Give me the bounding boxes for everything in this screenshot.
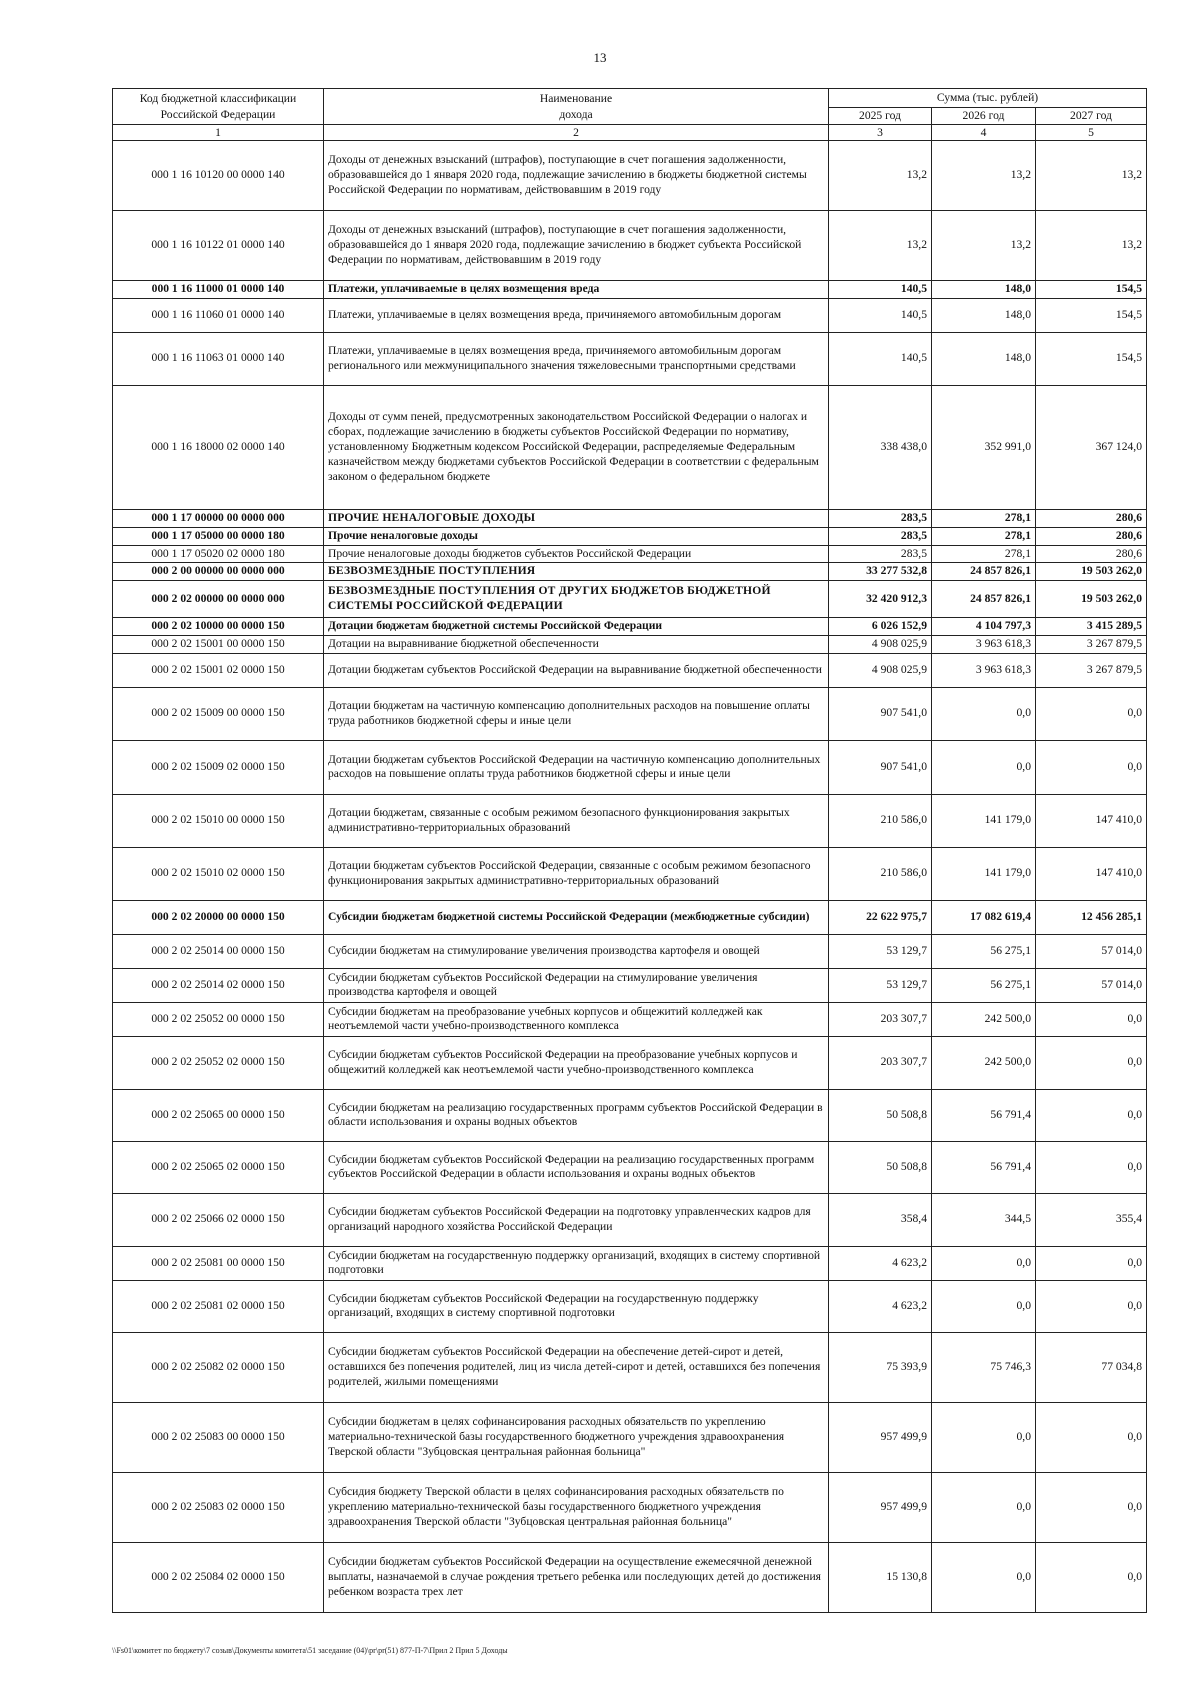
row-value-2027: 0,0 bbox=[1036, 1542, 1147, 1612]
table-row bbox=[113, 653, 1147, 687]
row-value-2027: 19 503 262,0 bbox=[1036, 581, 1147, 618]
row-code: 000 2 02 25065 02 0000 150 bbox=[113, 1141, 324, 1193]
header-name-line2: дохода bbox=[559, 107, 593, 121]
row-code: 000 2 02 25082 02 0000 150 bbox=[113, 1332, 324, 1402]
file-path-footer: \\Fs01\комитет по бюджету\7 созыв\Документы комитета\51 заседание (04)\pr\pr(51) 877-П-7\Прил 2 Прил 5 Доходы bbox=[112, 1646, 508, 1655]
row-code: 000 2 02 15010 02 0000 150 bbox=[113, 847, 324, 900]
row-value-2027: 280,6 bbox=[1036, 509, 1147, 527]
row-value-2026: 0,0 bbox=[932, 687, 1036, 740]
row-value-2026: 56 791,4 bbox=[932, 1141, 1036, 1193]
row-name: БЕЗВОЗМЕЗДНЫЕ ПОСТУПЛЕНИЯ bbox=[324, 563, 829, 581]
row-value-2027: 12 456 285,1 bbox=[1036, 900, 1147, 934]
budget-revenue-table bbox=[112, 88, 1147, 1613]
table-row bbox=[113, 298, 1147, 332]
row-name: Субсидии бюджетам бюджетной системы Российской Федерации (межбюджетные субсидии) bbox=[324, 900, 829, 934]
table-row bbox=[113, 1246, 1147, 1280]
table-row bbox=[113, 509, 1147, 527]
table-row bbox=[113, 281, 1147, 299]
row-name: Субсидии бюджетам субъектов Российской Федерации на государственную поддержку организаций, входящих в систему спортивной подготовки bbox=[324, 1280, 829, 1332]
row-value-2025: 15 130,8 bbox=[829, 1542, 932, 1612]
row-name: Платежи, уплачиваемые в целях возмещения вреда bbox=[324, 281, 829, 299]
table-row bbox=[113, 900, 1147, 934]
row-value-2026: 56 791,4 bbox=[932, 1089, 1036, 1141]
row-value-2025: 75 393,9 bbox=[829, 1332, 932, 1402]
row-value-2026: 0,0 bbox=[932, 1542, 1036, 1612]
row-value-2025: 53 129,7 bbox=[829, 934, 932, 968]
row-name: Доходы от денежных взысканий (штрафов), поступающие в счет погашения задолженности, образовавшейся до 1 января 2020 года, подлежащие зачислению в бюджеты бюджетной системы Российской Федерации по нормативам, действовавшим в 2019 году bbox=[324, 141, 829, 211]
header-name-line1: Наименование bbox=[539, 92, 613, 106]
row-value-2025: 4 623,2 bbox=[829, 1246, 932, 1280]
row-value-2025: 957 499,9 bbox=[829, 1402, 932, 1472]
row-value-2027: 57 014,0 bbox=[1036, 934, 1147, 968]
row-value-2026: 278,1 bbox=[932, 509, 1036, 527]
row-name: Прочие неналоговые доходы бюджетов субъектов Российской Федерации bbox=[324, 545, 829, 563]
row-value-2026: 4 104 797,3 bbox=[932, 618, 1036, 636]
table-row bbox=[113, 1332, 1147, 1402]
row-code: 000 2 02 15009 00 0000 150 bbox=[113, 687, 324, 740]
row-code: 000 2 02 25052 00 0000 150 bbox=[113, 1002, 324, 1036]
row-value-2026: 24 857 826,1 bbox=[932, 581, 1036, 618]
row-name: ПРОЧИЕ НЕНАЛОГОВЫЕ ДОХОДЫ bbox=[324, 509, 829, 527]
row-value-2025: 283,5 bbox=[829, 527, 932, 545]
row-code: 000 2 02 25084 02 0000 150 bbox=[113, 1542, 324, 1612]
row-code: 000 2 02 25081 02 0000 150 bbox=[113, 1280, 324, 1332]
row-value-2027: 154,5 bbox=[1036, 281, 1147, 299]
table-header bbox=[113, 89, 1147, 141]
row-value-2027: 0,0 bbox=[1036, 740, 1147, 794]
row-value-2025: 50 508,8 bbox=[829, 1141, 932, 1193]
row-value-2026: 0,0 bbox=[932, 1402, 1036, 1472]
table-row bbox=[113, 1141, 1147, 1193]
row-code: 000 2 02 10000 00 0000 150 bbox=[113, 618, 324, 636]
row-value-2027: 147 410,0 bbox=[1036, 847, 1147, 900]
table-body bbox=[113, 141, 1147, 1613]
row-value-2026: 75 746,3 bbox=[932, 1332, 1036, 1402]
row-value-2027: 13,2 bbox=[1036, 211, 1147, 281]
row-code: 000 1 17 05000 00 0000 180 bbox=[113, 527, 324, 545]
row-name: Дотации на выравнивание бюджетной обеспеченности bbox=[324, 636, 829, 654]
row-name: Субсидия бюджету Тверской области в целях софинансирования расходных обязательств по укреплению материально-технической базы государственного бюджетного учреждения здравоохранения Тверской области "Зубцовская центральная районная больница" bbox=[324, 1472, 829, 1542]
row-code: 000 2 02 15001 02 0000 150 bbox=[113, 653, 324, 687]
row-name: Субсидии бюджетам субъектов Российской Федерации на реализацию государственных программ субъектов Российской Федерации в области использования и охраны водных объектов bbox=[324, 1141, 829, 1193]
table-row bbox=[113, 618, 1147, 636]
row-value-2027: 0,0 bbox=[1036, 1036, 1147, 1089]
row-name: Доходы от денежных взысканий (штрафов), поступающие в счет погашения задолженности, образовавшейся до 1 января 2020 года, подлежащие зачислению в бюджет субъекта Российской Федерации по нормативам, действовавшим в 2019 году bbox=[324, 211, 829, 281]
table-row bbox=[113, 636, 1147, 654]
table-row bbox=[113, 563, 1147, 581]
row-code: 000 2 00 00000 00 0000 000 bbox=[113, 563, 324, 581]
row-value-2025: 22 622 975,7 bbox=[829, 900, 932, 934]
row-value-2027: 13,2 bbox=[1036, 141, 1147, 211]
row-name: Доходы от сумм пеней, предусмотренных законодательством Российской Федерации о налогах и сборах, подлежащие зачислению в бюджеты субъектов Российской Федерации по нормативу, установленному Бюджетным кодексом Российской Федерации, распределяемые Федеральным казначейством между бюджетами субъектов Российской Федерации в соответствии с федеральным законом о федеральном бюджете bbox=[324, 385, 829, 509]
row-name: Субсидии бюджетам в целях софинансирования расходных обязательств по укреплению материально-технической базы государственного бюджетного учреждения здравоохранения Тверской области "Зубцовская центральная районная больница" bbox=[324, 1402, 829, 1472]
header-code: Код бюджетной классификации Российской Федерации bbox=[113, 89, 324, 125]
row-value-2026: 56 275,1 bbox=[932, 934, 1036, 968]
row-name: Дотации бюджетам, связанные с особым режимом безопасного функционирования закрытых административно-территориальных образований bbox=[324, 794, 829, 847]
row-value-2026: 13,2 bbox=[932, 211, 1036, 281]
table-row bbox=[113, 1002, 1147, 1036]
header-index-4: 4 bbox=[932, 125, 1036, 141]
table-row bbox=[113, 1193, 1147, 1246]
row-name: Субсидии бюджетам субъектов Российской Федерации на подготовку управленческих кадров для организаций народного хозяйства Российской Федерации bbox=[324, 1193, 829, 1246]
header-name bbox=[324, 89, 829, 125]
table-row bbox=[113, 211, 1147, 281]
row-code: 000 2 02 25081 00 0000 150 bbox=[113, 1246, 324, 1280]
row-value-2025: 140,5 bbox=[829, 281, 932, 299]
header-year-2027: 2027 год bbox=[1036, 108, 1147, 125]
row-value-2026: 141 179,0 bbox=[932, 847, 1036, 900]
row-value-2027: 0,0 bbox=[1036, 1280, 1147, 1332]
table-row bbox=[113, 794, 1147, 847]
table-row bbox=[113, 847, 1147, 900]
row-value-2025: 358,4 bbox=[829, 1193, 932, 1246]
row-code: 000 2 02 25083 00 0000 150 bbox=[113, 1402, 324, 1472]
row-value-2026: 56 275,1 bbox=[932, 968, 1036, 1002]
row-name: Платежи, уплачиваемые в целях возмещения вреда, причиняемого автомобильным дорогам bbox=[324, 298, 829, 332]
row-value-2025: 907 541,0 bbox=[829, 687, 932, 740]
row-value-2026: 278,1 bbox=[932, 545, 1036, 563]
row-value-2026: 148,0 bbox=[932, 332, 1036, 385]
row-value-2027: 280,6 bbox=[1036, 545, 1147, 563]
row-code: 000 1 17 00000 00 0000 000 bbox=[113, 509, 324, 527]
row-value-2027: 3 267 879,5 bbox=[1036, 653, 1147, 687]
row-value-2026: 0,0 bbox=[932, 1280, 1036, 1332]
row-name: Дотации бюджетам субъектов Российской Федерации, связанные с особым режимом безопасного функционирования закрытых административно-территориальных образований bbox=[324, 847, 829, 900]
row-value-2027: 3 267 879,5 bbox=[1036, 636, 1147, 654]
header-index-5: 5 bbox=[1036, 125, 1147, 141]
row-code: 000 1 16 18000 02 0000 140 bbox=[113, 385, 324, 509]
row-name: Субсидии бюджетам субъектов Российской Федерации на осуществление ежемесячной денежной выплаты, назначаемой в случае рождения третьего ребенка или последующих детей до достижения ребенком возраста трех лет bbox=[324, 1542, 829, 1612]
row-value-2026: 0,0 bbox=[932, 740, 1036, 794]
table-row bbox=[113, 1542, 1147, 1612]
row-name: Субсидии бюджетам субъектов Российской Федерации на стимулирование увеличения производства картофеля и овощей bbox=[324, 968, 829, 1002]
row-value-2025: 33 277 532,8 bbox=[829, 563, 932, 581]
table-row bbox=[113, 581, 1147, 618]
row-code: 000 1 16 11000 01 0000 140 bbox=[113, 281, 324, 299]
row-value-2026: 3 963 618,3 bbox=[932, 636, 1036, 654]
table-row bbox=[113, 141, 1147, 211]
row-value-2027: 367 124,0 bbox=[1036, 385, 1147, 509]
row-value-2027: 147 410,0 bbox=[1036, 794, 1147, 847]
row-code: 000 1 17 05020 02 0000 180 bbox=[113, 545, 324, 563]
row-value-2025: 210 586,0 bbox=[829, 847, 932, 900]
row-value-2026: 344,5 bbox=[932, 1193, 1036, 1246]
table-row bbox=[113, 332, 1147, 385]
row-value-2026: 148,0 bbox=[932, 281, 1036, 299]
table-row bbox=[113, 740, 1147, 794]
row-value-2027: 3 415 289,5 bbox=[1036, 618, 1147, 636]
row-value-2025: 4 908 025,9 bbox=[829, 636, 932, 654]
row-value-2027: 0,0 bbox=[1036, 1246, 1147, 1280]
row-value-2026: 148,0 bbox=[932, 298, 1036, 332]
table-row bbox=[113, 1280, 1147, 1332]
row-code: 000 2 02 00000 00 0000 000 bbox=[113, 581, 324, 618]
row-value-2025: 210 586,0 bbox=[829, 794, 932, 847]
row-value-2026: 24 857 826,1 bbox=[932, 563, 1036, 581]
table-row bbox=[113, 545, 1147, 563]
row-value-2026: 242 500,0 bbox=[932, 1036, 1036, 1089]
row-value-2027: 154,5 bbox=[1036, 298, 1147, 332]
row-value-2025: 203 307,7 bbox=[829, 1002, 932, 1036]
row-code: 000 2 02 25014 02 0000 150 bbox=[113, 968, 324, 1002]
row-name: Субсидии бюджетам на стимулирование увеличения производства картофеля и овощей bbox=[324, 934, 829, 968]
header-index-3: 3 bbox=[829, 125, 932, 141]
row-name: Прочие неналоговые доходы bbox=[324, 527, 829, 545]
row-code: 000 1 16 11063 01 0000 140 bbox=[113, 332, 324, 385]
row-value-2027: 0,0 bbox=[1036, 1402, 1147, 1472]
row-value-2027: 154,5 bbox=[1036, 332, 1147, 385]
row-code: 000 2 02 25083 02 0000 150 bbox=[113, 1472, 324, 1542]
row-value-2025: 907 541,0 bbox=[829, 740, 932, 794]
row-value-2026: 13,2 bbox=[932, 141, 1036, 211]
table-row bbox=[113, 687, 1147, 740]
row-name: Субсидии бюджетам субъектов Российской Федерации на обеспечение детей-сирот и детей, оставшихся без попечения родителей, лиц из числа детей-сирот и детей, оставшихся без попечения родителей, жилыми помещениями bbox=[324, 1332, 829, 1402]
row-value-2027: 0,0 bbox=[1036, 687, 1147, 740]
row-value-2027: 77 034,8 bbox=[1036, 1332, 1147, 1402]
row-value-2025: 13,2 bbox=[829, 141, 932, 211]
row-code: 000 1 16 11060 01 0000 140 bbox=[113, 298, 324, 332]
row-value-2025: 283,5 bbox=[829, 509, 932, 527]
row-value-2026: 352 991,0 bbox=[932, 385, 1036, 509]
table-row bbox=[113, 1472, 1147, 1542]
header-year-2025: 2025 год bbox=[829, 108, 932, 125]
row-value-2025: 6 026 152,9 bbox=[829, 618, 932, 636]
table-row bbox=[113, 934, 1147, 968]
row-name: Субсидии бюджетам на реализацию государственных программ субъектов Российской Федерации в области использования и охраны водных объектов bbox=[324, 1089, 829, 1141]
row-value-2025: 203 307,7 bbox=[829, 1036, 932, 1089]
table-row bbox=[113, 968, 1147, 1002]
row-value-2025: 957 499,9 bbox=[829, 1472, 932, 1542]
row-code: 000 1 16 10120 00 0000 140 bbox=[113, 141, 324, 211]
row-name: Дотации бюджетам на частичную компенсацию дополнительных расходов на повышение оплаты труда работников бюджетной сферы и иные цели bbox=[324, 687, 829, 740]
row-code: 000 1 16 10122 01 0000 140 bbox=[113, 211, 324, 281]
row-value-2025: 13,2 bbox=[829, 211, 932, 281]
table-row bbox=[113, 1036, 1147, 1089]
row-value-2027: 19 503 262,0 bbox=[1036, 563, 1147, 581]
row-value-2025: 140,5 bbox=[829, 298, 932, 332]
row-code: 000 2 02 25066 02 0000 150 bbox=[113, 1193, 324, 1246]
row-name: Дотации бюджетам субъектов Российской Федерации на частичную компенсацию дополнительных расходов на повышение оплаты труда работников бюджетной сферы и иные цели bbox=[324, 740, 829, 794]
row-code: 000 2 02 25052 02 0000 150 bbox=[113, 1036, 324, 1089]
row-code: 000 2 02 25014 00 0000 150 bbox=[113, 934, 324, 968]
row-name: Дотации бюджетам бюджетной системы Российской Федерации bbox=[324, 618, 829, 636]
header-year-2026: 2026 год bbox=[932, 108, 1036, 125]
row-value-2026: 0,0 bbox=[932, 1472, 1036, 1542]
row-code: 000 2 02 25065 00 0000 150 bbox=[113, 1089, 324, 1141]
row-value-2026: 141 179,0 bbox=[932, 794, 1036, 847]
table-row bbox=[113, 527, 1147, 545]
row-value-2026: 242 500,0 bbox=[932, 1002, 1036, 1036]
row-value-2025: 53 129,7 bbox=[829, 968, 932, 1002]
table-row bbox=[113, 1402, 1147, 1472]
row-value-2026: 278,1 bbox=[932, 527, 1036, 545]
row-value-2027: 0,0 bbox=[1036, 1141, 1147, 1193]
table-row bbox=[113, 385, 1147, 509]
row-value-2025: 283,5 bbox=[829, 545, 932, 563]
row-name: Платежи, уплачиваемые в целях возмещения вреда, причиняемого автомобильным дорогам регионального или межмуниципального значения тяжеловесными транспортными средствами bbox=[324, 332, 829, 385]
header-index-2: 2 bbox=[324, 125, 829, 141]
row-value-2025: 4 908 025,9 bbox=[829, 653, 932, 687]
row-value-2027: 280,6 bbox=[1036, 527, 1147, 545]
row-code: 000 2 02 15010 00 0000 150 bbox=[113, 794, 324, 847]
row-value-2027: 0,0 bbox=[1036, 1472, 1147, 1542]
row-value-2025: 4 623,2 bbox=[829, 1280, 932, 1332]
row-value-2027: 0,0 bbox=[1036, 1089, 1147, 1141]
row-code: 000 2 02 15009 02 0000 150 bbox=[113, 740, 324, 794]
table-row bbox=[113, 1089, 1147, 1141]
row-value-2025: 32 420 912,3 bbox=[829, 581, 932, 618]
row-code: 000 2 02 15001 00 0000 150 bbox=[113, 636, 324, 654]
row-value-2026: 0,0 bbox=[932, 1246, 1036, 1280]
row-name: Дотации бюджетам субъектов Российской Федерации на выравнивание бюджетной обеспеченности bbox=[324, 653, 829, 687]
row-name: Субсидии бюджетам на преобразование учебных корпусов и общежитий колледжей как неотъемлемой части учебно-производственного комплекса bbox=[324, 1002, 829, 1036]
row-code: 000 2 02 20000 00 0000 150 bbox=[113, 900, 324, 934]
row-name: Субсидии бюджетам субъектов Российской Федерации на преобразование учебных корпусов и общежитий колледжей как неотъемлемой части учебно-производственного комплекса bbox=[324, 1036, 829, 1089]
row-value-2027: 355,4 bbox=[1036, 1193, 1147, 1246]
row-value-2027: 0,0 bbox=[1036, 1002, 1147, 1036]
row-value-2025: 50 508,8 bbox=[829, 1089, 932, 1141]
row-value-2026: 17 082 619,4 bbox=[932, 900, 1036, 934]
row-name: БЕЗВОЗМЕЗДНЫЕ ПОСТУПЛЕНИЯ ОТ ДРУГИХ БЮДЖЕТОВ БЮДЖЕТНОЙ СИСТЕМЫ РОССИЙСКОЙ ФЕДЕРАЦИИ bbox=[324, 581, 829, 618]
header-index-1: 1 bbox=[113, 125, 324, 141]
header-sum: Сумма (тыс. рублей) bbox=[829, 89, 1147, 108]
row-name: Субсидии бюджетам на государственную поддержку организаций, входящих в систему спортивной подготовки bbox=[324, 1246, 829, 1280]
row-value-2026: 3 963 618,3 bbox=[932, 653, 1036, 687]
row-value-2027: 57 014,0 bbox=[1036, 968, 1147, 1002]
page-number: 13 bbox=[593, 50, 607, 65]
row-value-2025: 338 438,0 bbox=[829, 385, 932, 509]
row-value-2025: 140,5 bbox=[829, 332, 932, 385]
